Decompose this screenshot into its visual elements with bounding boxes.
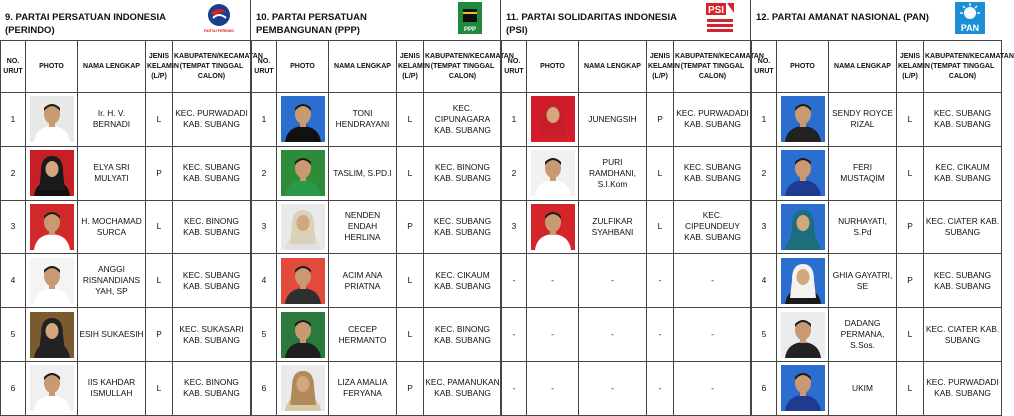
candidate-name: TASLIM, S.PD.I xyxy=(329,146,397,200)
candidate-district: KEC. BINONG KAB. SUBANG xyxy=(173,200,251,254)
table-row xyxy=(502,146,752,200)
candidate-name: IIS KAHDAR ISMULLAH xyxy=(78,361,146,415)
candidate-district: KEC. CIPUNAGARA KAB. SUBANG xyxy=(424,93,502,147)
candidate-number: 4 xyxy=(252,254,277,308)
candidate-photo xyxy=(30,312,74,358)
photo-cell xyxy=(26,200,78,254)
candidate-district: - xyxy=(674,361,752,415)
candidate-table xyxy=(251,40,514,416)
candidate-gender: - xyxy=(647,361,674,415)
party-header xyxy=(501,0,751,40)
candidate-number: 5 xyxy=(252,308,277,362)
photo-cell xyxy=(26,146,78,200)
party-panel xyxy=(500,0,764,415)
table-row xyxy=(502,93,752,147)
candidate-name: Ir. H. V. BERNADI xyxy=(78,93,146,147)
candidate-gender: L xyxy=(897,93,924,147)
candidate-district: KEC. SUBANG KAB. SUBANG xyxy=(924,93,1002,147)
header-district: KABUPATEN/KECAMATAN (TEMPAT TINGGAL CALON) xyxy=(173,41,251,93)
candidate-district: KEC. SUBANG KAB. SUBANG xyxy=(173,146,251,200)
candidate-district: KEC. CIKAUM KAB. SUBANG xyxy=(424,254,502,308)
candidate-table xyxy=(501,40,764,416)
party-panel xyxy=(0,0,263,415)
candidate-name: ZULFIKAR SYAHBANI xyxy=(579,200,647,254)
photo-cell xyxy=(26,254,78,308)
svg-text:PPP: PPP xyxy=(463,27,477,33)
candidate-gender: L xyxy=(397,93,424,147)
candidate-number: 1 xyxy=(502,93,527,147)
candidate-district: KEC. BINONG KAB. SUBANG xyxy=(424,308,502,362)
candidate-gender: P xyxy=(647,93,674,147)
table-row xyxy=(252,146,502,200)
table-header-row xyxy=(252,41,502,93)
header-name: NAMA LENGKAP xyxy=(329,41,397,93)
candidate-number: 1 xyxy=(252,93,277,147)
pan-logo xyxy=(953,1,987,35)
photo-cell xyxy=(777,308,829,362)
candidate-district: KEC. PAMANUKAN KAB. SUBANG xyxy=(424,361,502,415)
table-row xyxy=(502,361,752,415)
candidate-photo xyxy=(281,204,325,250)
candidate-name: JUNENGSIH xyxy=(579,93,647,147)
table-row xyxy=(252,254,502,308)
photo-cell xyxy=(277,254,329,308)
candidate-name: UKIM xyxy=(829,361,897,415)
header-district: KABUPATEN/KECAMATAN (TEMPAT TINGGAL CALON) xyxy=(674,41,752,93)
photo-cell xyxy=(277,93,329,147)
candidate-gender: L xyxy=(647,146,674,200)
header-no: NO. URUT xyxy=(252,41,277,93)
header-photo: PHOTO xyxy=(777,41,829,93)
party-panel xyxy=(750,0,1014,415)
party-header xyxy=(251,0,501,40)
candidate-number: 6 xyxy=(752,361,777,415)
candidate-name: - xyxy=(579,361,647,415)
table-header-row xyxy=(752,41,1002,93)
candidate-district: KEC. CIATER KAB. SUBANG xyxy=(924,200,1002,254)
candidate-district: - xyxy=(674,308,752,362)
header-photo: PHOTO xyxy=(527,41,579,93)
candidate-number: 5 xyxy=(752,308,777,362)
photo-cell xyxy=(26,308,78,362)
candidate-number: 1 xyxy=(1,93,26,147)
candidate-gender: P xyxy=(146,146,173,200)
table-row xyxy=(1,361,251,415)
party-title: 12. PARTAI AMANAT NASIONAL (PAN) xyxy=(756,12,929,23)
photo-cell xyxy=(26,93,78,147)
photo-cell xyxy=(277,361,329,415)
photo-cell xyxy=(777,200,829,254)
psi-logo xyxy=(703,1,737,35)
candidate-name: H. MOCHAMAD SURCA xyxy=(78,200,146,254)
candidate-name: NURHAYATI, S.Pd xyxy=(829,200,897,254)
candidate-gender: P xyxy=(146,308,173,362)
party-title: 9. PARTAI PERSATUAN INDONESIA (PERINDO) xyxy=(5,12,166,36)
candidate-district: KEC. SUBANG KAB. SUBANG xyxy=(424,200,502,254)
candidate-number: - xyxy=(502,254,527,308)
candidate-photo xyxy=(30,365,74,411)
candidate-gender: L xyxy=(146,254,173,308)
candidate-district: KEC. SUBANG KAB. SUBANG xyxy=(173,254,251,308)
candidate-photo xyxy=(531,96,575,142)
candidate-district: KEC. BINONG KAB. SUBANG xyxy=(173,361,251,415)
candidate-district: KEC. SUBANG KAB. SUBANG xyxy=(924,254,1002,308)
candidate-photo xyxy=(281,150,325,196)
header-photo: PHOTO xyxy=(277,41,329,93)
header-no: NO. URUT xyxy=(1,41,26,93)
photo-cell xyxy=(277,308,329,362)
candidate-photo xyxy=(531,150,575,196)
table-row xyxy=(1,308,251,362)
candidate-photo xyxy=(281,312,325,358)
ppp-logo xyxy=(453,1,487,35)
photo-cell xyxy=(777,93,829,147)
candidate-number: 4 xyxy=(1,254,26,308)
candidate-gender: P xyxy=(897,200,924,254)
photo-cell xyxy=(527,146,579,200)
candidate-gender: L xyxy=(397,308,424,362)
photo-cell xyxy=(777,254,829,308)
candidate-photo xyxy=(30,96,74,142)
header-gender: JENIS KELAMIN (L/P) xyxy=(146,41,173,93)
candidate-photo xyxy=(30,150,74,196)
photo-cell xyxy=(277,200,329,254)
candidate-gender: L xyxy=(647,200,674,254)
candidate-district: KEC. CIKAUM KAB. SUBANG xyxy=(924,146,1002,200)
candidate-gender: L xyxy=(897,361,924,415)
photo-cell xyxy=(527,93,579,147)
candidate-photo xyxy=(281,96,325,142)
table-row xyxy=(502,308,752,362)
header-name: NAMA LENGKAP xyxy=(78,41,146,93)
candidate-gender: P xyxy=(897,254,924,308)
table-row xyxy=(1,146,251,200)
candidate-number: 5 xyxy=(1,308,26,362)
perindo-logo xyxy=(202,1,236,35)
candidate-number: 3 xyxy=(752,200,777,254)
candidate-gender: L xyxy=(397,254,424,308)
photo-cell xyxy=(527,200,579,254)
table-header-row xyxy=(502,41,752,93)
header-no: NO. URUT xyxy=(752,41,777,93)
photo-cell-empty: - xyxy=(527,254,579,308)
table-row xyxy=(252,308,502,362)
candidate-district: KEC. PURWADADI KAB. SUBANG xyxy=(674,93,752,147)
table-header-row xyxy=(1,41,251,93)
candidate-photo xyxy=(781,96,825,142)
candidate-gender: P xyxy=(397,200,424,254)
candidate-name: SENDY ROYCE RIZAL xyxy=(829,93,897,147)
candidate-gender: L xyxy=(897,308,924,362)
candidate-name: GHIA GAYATRI, SE xyxy=(829,254,897,308)
photo-cell xyxy=(277,146,329,200)
party-title: 11. PARTAI SOLIDARITAS INDONESIA (PSI) xyxy=(506,12,678,36)
table-row xyxy=(752,93,1002,147)
candidate-photo xyxy=(281,365,325,411)
header-name: NAMA LENGKAP xyxy=(829,41,897,93)
candidate-name: PURI RAMDHANI, S.I.Kom xyxy=(579,146,647,200)
header-name: NAMA LENGKAP xyxy=(579,41,647,93)
candidate-name: DADANG PERMANA, S.Sos. xyxy=(829,308,897,362)
photo-cell-empty: - xyxy=(527,361,579,415)
table-row xyxy=(1,200,251,254)
candidate-photo xyxy=(781,150,825,196)
candidate-photo xyxy=(781,258,825,304)
candidate-number: 2 xyxy=(752,146,777,200)
header-district: KABUPATEN/KECAMATAN (TEMPAT TINGGAL CALON) xyxy=(424,41,502,93)
candidate-name: - xyxy=(579,254,647,308)
party-title: 10. PARTAI PERSATUAN PEMBANGUNAN (PPP) xyxy=(256,12,367,36)
candidate-gender: L xyxy=(146,361,173,415)
candidate-gender: P xyxy=(397,361,424,415)
candidate-photo xyxy=(281,258,325,304)
candidate-name: ESIH SUKAESIH xyxy=(78,308,146,362)
table-row xyxy=(752,254,1002,308)
candidate-district: KEC. SUKASARI KAB. SUBANG xyxy=(173,308,251,362)
candidate-number: 3 xyxy=(502,200,527,254)
candidate-name: ACIM ANA PRIATNA xyxy=(329,254,397,308)
candidate-name: ELYA SRI MULYATI xyxy=(78,146,146,200)
candidate-photo xyxy=(781,312,825,358)
party-panel xyxy=(250,0,514,415)
candidate-number: 1 xyxy=(752,93,777,147)
table-row xyxy=(1,254,251,308)
header-district: KABUPATEN/KECAMATAN (TEMPAT TINGGAL CALON) xyxy=(924,41,1002,93)
photo-cell-empty: - xyxy=(527,308,579,362)
candidate-name: ANGGI RISNANDIANS YAH, SP xyxy=(78,254,146,308)
photo-cell xyxy=(777,361,829,415)
photo-cell xyxy=(777,146,829,200)
candidate-name: LIZA AMALIA FERYANA xyxy=(329,361,397,415)
candidate-district: KEC. PURWADADI KAB. SUBANG xyxy=(924,361,1002,415)
candidate-table xyxy=(751,40,1014,416)
candidate-district: KEC. CIATER KAB. SUBANG xyxy=(924,308,1002,362)
candidate-gender: L xyxy=(146,200,173,254)
candidate-district: - xyxy=(674,254,752,308)
svg-text:PAN: PAN xyxy=(960,23,980,33)
candidate-photo xyxy=(30,204,74,250)
table-row xyxy=(752,200,1002,254)
candidate-number: - xyxy=(502,361,527,415)
candidate-number: 3 xyxy=(252,200,277,254)
party-header xyxy=(0,0,250,40)
candidate-name: NENDEN ENDAH HERLINA xyxy=(329,200,397,254)
candidate-photo xyxy=(531,204,575,250)
table-row xyxy=(752,361,1002,415)
header-photo: PHOTO xyxy=(26,41,78,93)
candidate-name: - xyxy=(579,308,647,362)
table-row xyxy=(502,254,752,308)
candidate-photo xyxy=(781,365,825,411)
candidate-district: KEC. PURWADADI KAB. SUBANG xyxy=(173,93,251,147)
candidate-number: 2 xyxy=(252,146,277,200)
svg-text:PARTAI PERINDO: PARTAI PERINDO xyxy=(203,29,235,33)
candidate-number: 3 xyxy=(1,200,26,254)
table-row xyxy=(752,308,1002,362)
header-gender: JENIS KELAMIN (L/P) xyxy=(647,41,674,93)
candidate-photo xyxy=(30,258,74,304)
candidate-number: - xyxy=(502,308,527,362)
photo-cell xyxy=(26,361,78,415)
candidate-district: KEC. SUBANG KAB. SUBANG xyxy=(674,146,752,200)
candidate-name: FERI MUSTAQIM xyxy=(829,146,897,200)
header-no: NO. URUT xyxy=(502,41,527,93)
candidate-district: KEC. BINONG KAB. SUBANG xyxy=(424,146,502,200)
table-row xyxy=(252,93,502,147)
candidate-number: 6 xyxy=(252,361,277,415)
table-row xyxy=(252,200,502,254)
candidate-gender: L xyxy=(897,146,924,200)
party-header xyxy=(751,0,1001,40)
table-row xyxy=(1,93,251,147)
candidate-gender: - xyxy=(647,308,674,362)
table-row xyxy=(252,361,502,415)
candidate-gender: L xyxy=(397,146,424,200)
candidate-number: 2 xyxy=(502,146,527,200)
candidate-photo xyxy=(781,204,825,250)
table-row xyxy=(752,146,1002,200)
candidate-number: 2 xyxy=(1,146,26,200)
candidate-name: CECEP HERMANTO xyxy=(329,308,397,362)
candidate-gender: L xyxy=(146,93,173,147)
candidate-number: 4 xyxy=(752,254,777,308)
svg-text:PSI: PSI xyxy=(707,5,725,16)
candidate-table xyxy=(0,40,263,416)
header-gender: JENIS KELAMIN (L/P) xyxy=(397,41,424,93)
candidate-name: TONI HENDRAYANI xyxy=(329,93,397,147)
table-row xyxy=(502,200,752,254)
header-gender: JENIS KELAMIN (L/P) xyxy=(897,41,924,93)
candidate-number: 6 xyxy=(1,361,26,415)
candidate-gender: - xyxy=(647,254,674,308)
candidate-district: KEC. CIPEUNDEUY KAB. SUBANG xyxy=(674,200,752,254)
